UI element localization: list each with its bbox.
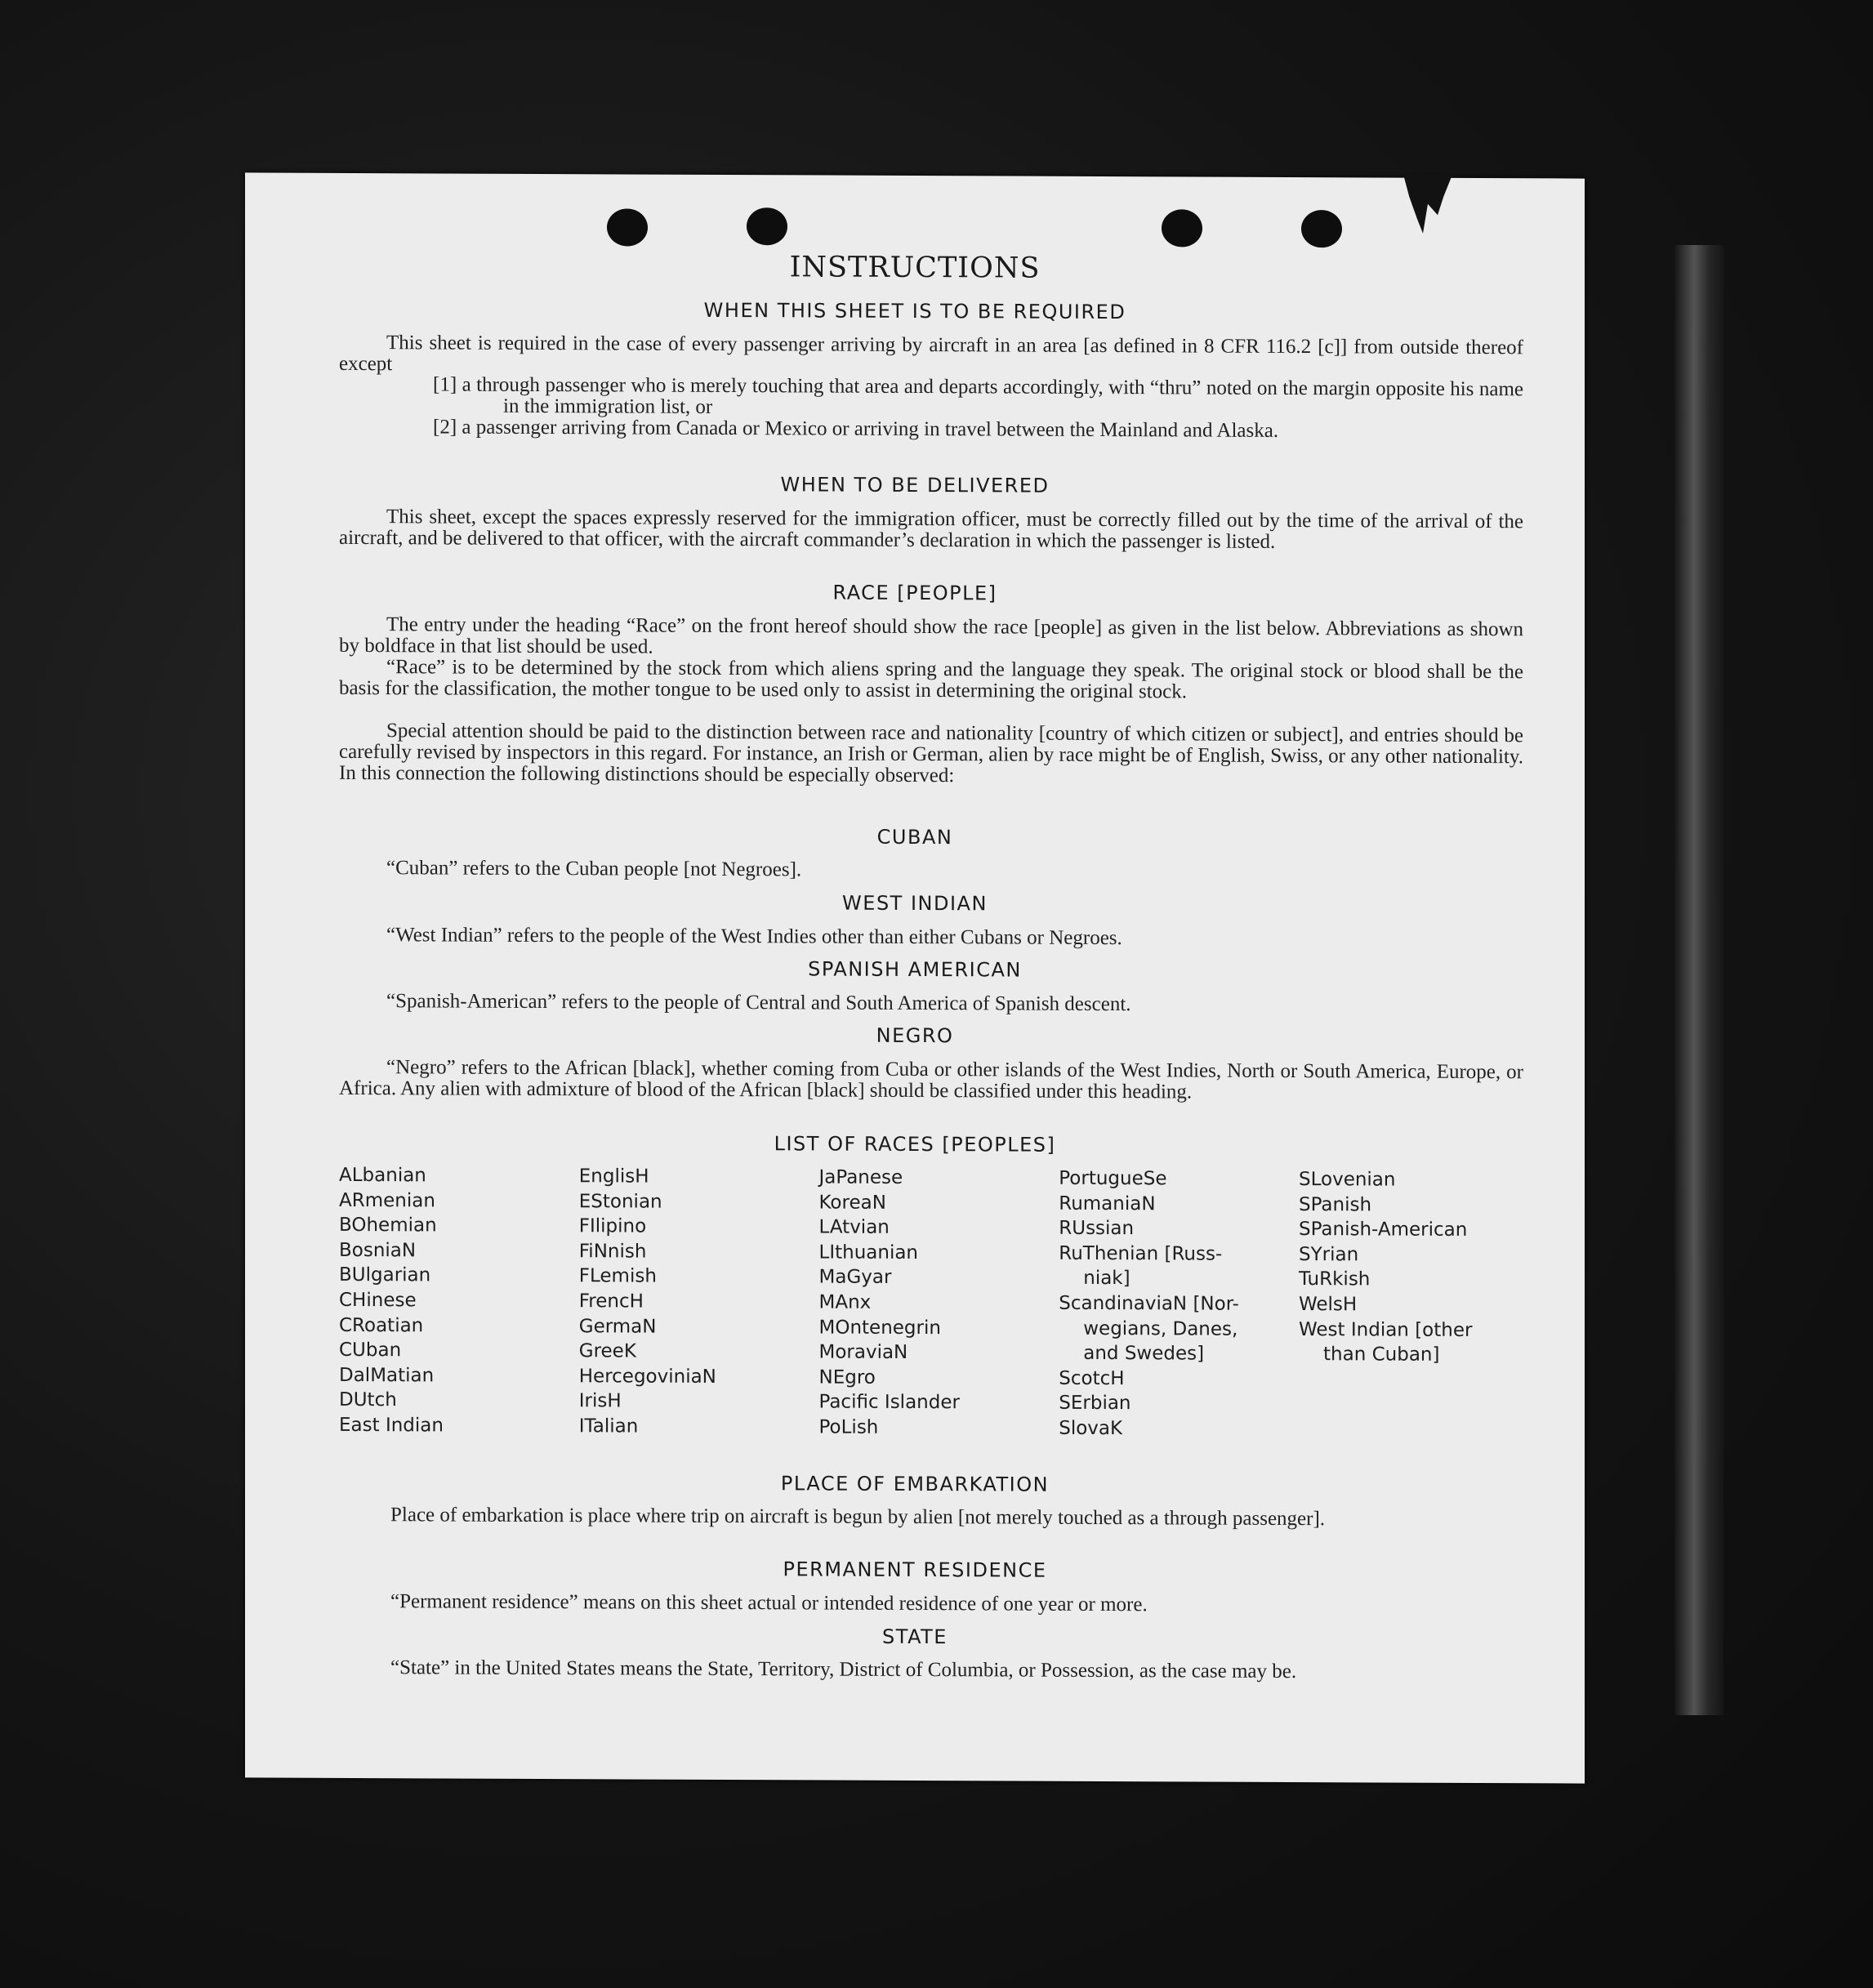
race-item: LAtvian	[818, 1216, 890, 1239]
west-indian-paragraph	[339, 925, 1523, 951]
race-item: DalMatian	[339, 1364, 435, 1387]
race-item: MAnx	[818, 1291, 872, 1313]
race-item: MOntenegrin	[818, 1317, 941, 1339]
delivered-text: This sheet, except the spaces expressly reserved for the immigration officer, must be correctly filled out by the time of the arrival of the aircraft, and be delivered to that officer, with the aircraft commander’s declaration in which the passenger is listed.	[339, 506, 1523, 553]
race-item: MoraviaN	[818, 1341, 908, 1364]
section-heading-residence: PERMANENT RESIDENCE	[783, 1558, 1047, 1582]
race-item: wegians, Danes,	[1083, 1317, 1238, 1340]
race-item: LIthuanian	[818, 1241, 919, 1264]
races-column-2	[579, 1164, 812, 1440]
delivered-paragraph	[339, 506, 1523, 554]
race-item: ARmenian	[339, 1189, 435, 1212]
state-text: “State” in the United States means the State, Territory, District of Columbia, or Possession, as the case may be.	[390, 1656, 1297, 1683]
race-item: East Indian	[339, 1414, 444, 1437]
section-heading-race: RACE [PEOPLE]	[832, 581, 997, 605]
punch-hole	[607, 208, 648, 246]
residence-text: “Permanent residence” means on this sheet actual or intended residence of one year or more.	[390, 1590, 1148, 1616]
race-item: EStonian	[578, 1190, 662, 1213]
negro-text: “Negro” refers to the African [black], whether coming from Cuba or other islands of the West Indies, North or South America, Europe, or Africa. Any alien with admixture of blood of the African [black] should be classified under this heading.	[339, 1056, 1523, 1103]
instruction-sheet	[245, 172, 1585, 1783]
race-item: JaPanese	[818, 1166, 903, 1188]
spanish-american-paragraph	[339, 991, 1523, 1017]
race-item: RUssian	[1059, 1217, 1135, 1240]
required-intro	[339, 332, 1523, 380]
section-heading-list-of-races: LIST OF RACES [PEOPLES]	[774, 1132, 1056, 1157]
race-item: WelsH	[1299, 1294, 1358, 1316]
race-item: FIlipino	[578, 1215, 647, 1237]
section-heading-cuban: CUBAN	[876, 825, 953, 849]
section-heading-embarkation: PLACE OF EMBARKATION	[780, 1472, 1050, 1496]
race-item: SYrian	[1299, 1243, 1359, 1266]
punch-hole	[1301, 210, 1342, 247]
embarkation-paragraph	[343, 1504, 1527, 1531]
race-item: Pacific Islander	[818, 1391, 960, 1414]
race-item: and Swedes]	[1083, 1343, 1205, 1365]
race-text-2: “Race” is to be determined by the stock from which aliens spring and the language they speak. The original stock or blood shall be the basis for the classification, the mother tongue to be used only to assist in determining the original stock.	[339, 656, 1523, 703]
negro-paragraph	[339, 1057, 1523, 1104]
race-item: DUtch	[339, 1389, 397, 1411]
race-item: PortugueSe	[1059, 1167, 1167, 1190]
section-heading-negro: NEGRO	[876, 1023, 954, 1048]
race-item: KoreaN	[818, 1192, 886, 1214]
section-heading-spanish-american: SPANISH AMERICAN	[808, 957, 1022, 982]
race-item: RumaniaN	[1059, 1192, 1156, 1215]
race-item: BOhemian	[339, 1215, 437, 1237]
race-item: SlovaK	[1059, 1417, 1123, 1440]
race-item: FLemish	[578, 1265, 657, 1287]
race-item: niak]	[1083, 1268, 1130, 1290]
race-item: IrisH	[578, 1390, 622, 1412]
race-text-1: The entry under the heading “Race” on the front hereof should show the race [people] as given in the list below. Abbreviations as shown by boldface in that list should be used.	[339, 613, 1523, 658]
required-item-1: [1] a through passenger who is merely touching that area and departs accordingly, with “thru” noted on the margin opposite his name in the immigration list, or	[433, 373, 1523, 418]
race-item: FiNnish	[578, 1240, 647, 1263]
races-column-1	[339, 1163, 572, 1439]
race-text-3: Special attention should be paid to the distinction between race and nationality [country of which citizen or subject], and entries should be carefully revised by inspectors in this regard. For instance, an Irish or German, alien by race might be of English, Swiss, or any other nationality. In this connection the following distinctions should be especially observed:	[339, 720, 1523, 787]
required-item-2: [2] a passenger arriving from Canada or Mexico or arriving in travel between the Mainland and Alaska.	[433, 416, 1279, 442]
race-item: CUban	[339, 1339, 402, 1362]
race-item: RuThenian [Russ-	[1059, 1242, 1223, 1265]
race-item: NEgro	[818, 1366, 876, 1388]
section-heading-west-indian: WEST INDIAN	[842, 891, 988, 916]
race-item: ALbanian	[339, 1164, 426, 1187]
races-column-4	[1059, 1166, 1291, 1442]
race-item: CHinese	[339, 1289, 417, 1312]
races-column-5	[1299, 1167, 1532, 1443]
race-item: EnglisH	[578, 1166, 649, 1188]
section-heading-state: STATE	[882, 1625, 948, 1649]
spanish-american-text: “Spanish-American” refers to the people of Central and South America of Spanish descent.	[386, 990, 1131, 1016]
race-item: BosniaN	[339, 1239, 417, 1262]
race-item: SPanish-American	[1299, 1219, 1468, 1241]
race-item: PoLish	[818, 1416, 879, 1438]
race-item: ScotcH	[1059, 1367, 1125, 1389]
west-indian-text: “West Indian” refers to the people of the West Indies other than either Cubans or Negroes.	[386, 924, 1122, 950]
film-edge-streak	[1675, 245, 1724, 1715]
race-item: BUlgarian	[339, 1264, 431, 1286]
punch-hole	[747, 207, 787, 245]
race-item: ScandinaviaN [Nor-	[1059, 1292, 1239, 1315]
race-item: GermaN	[578, 1315, 657, 1338]
paper-tear	[1403, 175, 1452, 248]
races-column-3	[819, 1165, 1052, 1441]
race-item: HercegoviniaN	[578, 1365, 716, 1388]
race-item: SErbian	[1059, 1393, 1131, 1415]
races-list	[339, 1163, 1532, 1443]
race-item: ITalian	[578, 1415, 639, 1438]
race-item: West Indian [other	[1299, 1318, 1473, 1341]
state-paragraph	[343, 1657, 1527, 1683]
embarkation-text: Place of embarkation is place where trip on aircraft is begun by alien [not merely touched as a through passenger].	[390, 1504, 1326, 1531]
section-heading-required: WHEN THIS SHEET IS TO BE REQUIRED	[703, 298, 1126, 324]
page-title: INSTRUCTIONS	[789, 251, 1041, 285]
race-paragraph-2	[339, 657, 1523, 704]
cuban-text: “Cuban” refers to the Cuban people [not Negroes].	[386, 857, 802, 881]
race-item: MaGyar	[818, 1266, 892, 1289]
punch-hole	[1162, 209, 1202, 247]
section-heading-delivered: WHEN TO BE DELIVERED	[780, 473, 1050, 497]
race-item: SPanish	[1299, 1193, 1372, 1216]
race-item: TuRkish	[1299, 1268, 1371, 1290]
cuban-paragraph	[339, 858, 1523, 884]
race-item: than Cuban]	[1323, 1344, 1440, 1366]
race-paragraph-1	[339, 614, 1523, 662]
residence-paragraph	[343, 1591, 1527, 1617]
race-item: CRoatian	[339, 1314, 424, 1336]
race-paragraph-3	[339, 720, 1523, 789]
race-item: FrencH	[578, 1290, 644, 1313]
race-item: GreeK	[578, 1340, 636, 1362]
required-intro-text: This sheet is required in the case of every passenger arriving by aircraft in an area [as defined in 8 CFR 116.2 [c]] from outside thereof except	[339, 332, 1523, 376]
race-item: SLovenian	[1299, 1169, 1396, 1191]
